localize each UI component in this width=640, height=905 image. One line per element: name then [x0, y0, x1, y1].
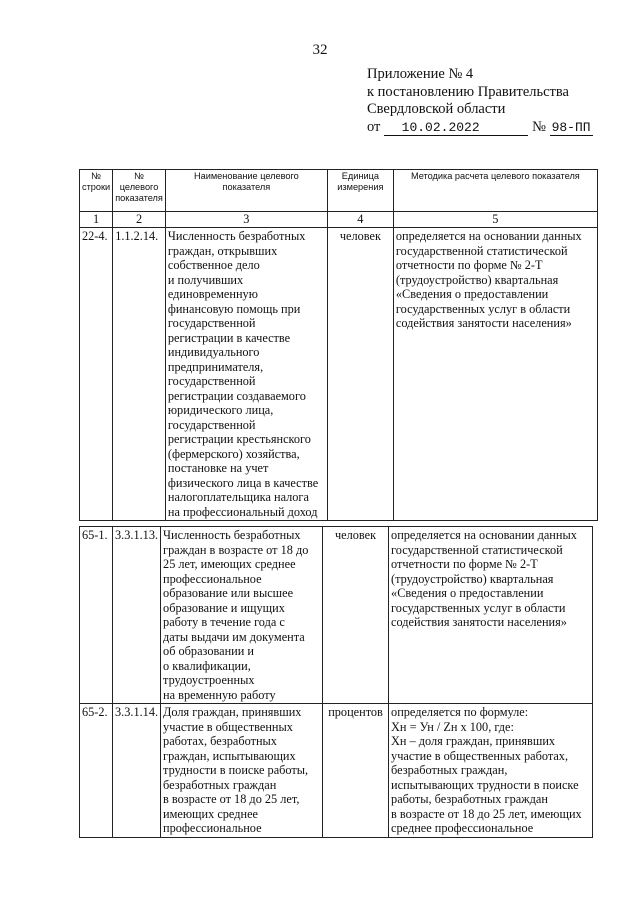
col-number: 3	[165, 212, 327, 228]
header-date-line	[367, 119, 593, 137]
page-number: 32	[312, 42, 328, 58]
col-header-name: Наименование целевого показателя	[165, 170, 327, 212]
indicator-unit: человек	[323, 527, 389, 704]
indicator-number: 3.3.1.14.	[113, 704, 161, 838]
col-number: 4	[327, 212, 393, 228]
indicators-table-top	[79, 169, 598, 521]
document-date: 10.02.2022	[384, 121, 528, 136]
table-row	[80, 228, 598, 521]
indicator-unit: человек	[327, 228, 393, 521]
table-row	[80, 704, 593, 838]
table-row	[80, 527, 593, 704]
document-header	[367, 66, 593, 136]
number-label: №	[532, 118, 546, 135]
col-header-unit: Единица измерения	[327, 170, 393, 212]
indicator-method: определяется на основании данных государственной статистической отчетности по форме № 2-Т (трудоустройство) квартальная «Сведения о предоставлении государственных услуг в области содействия занятости населения»	[389, 527, 593, 704]
col-number: 5	[393, 212, 597, 228]
indicator-number: 3.3.1.13.	[113, 527, 161, 704]
row-number: 65-1.	[80, 527, 113, 704]
table-header-row	[80, 170, 598, 212]
indicator-number: 1.1.2.14.	[113, 228, 166, 521]
column-numbers-row	[80, 212, 598, 228]
row-number: 22-4.	[80, 228, 113, 521]
indicator-unit: процентов	[323, 704, 389, 838]
indicators-table-bottom	[79, 526, 593, 838]
row-number: 65-2.	[80, 704, 113, 838]
indicator-name: Доля граждан, принявших участие в общественных работах, безработных граждан, испытывающих трудности в поиске работы, безработных граждан в возрасте от 18 до 25 лет, имеющих среднее профессиональное	[161, 704, 323, 838]
date-prefix: от	[367, 118, 381, 135]
indicator-name: Численность безработных граждан, открывших собственное дело и получивших единовременную финансовую помощь при государственной регистрации в качестве индивидуального предпринимателя, государственной регистрации создаваемого юридического лица, государственной регистрации крестьянского (фермерского) хозяйства, постановке на учет физического лица в качестве налогоплательщика налога на профессиональный доход	[165, 228, 327, 521]
document-number: 98-ПП	[551, 119, 591, 135]
header-region: Свердловской области	[367, 101, 506, 117]
header-appendix: Приложение № 4	[367, 66, 474, 82]
indicator-method: определяется по формуле: Хн = Ун / Zн х 100, где: Хн – доля граждан, принявших участие в общественных работах, безработных граждан, испытывающих трудности в поиске работы, безработных граждан в возрасте от 18 до 25 лет, имеющих среднее профессиональное	[389, 704, 593, 838]
col-header-indicator-no: № целевого показателя	[113, 170, 166, 212]
col-number: 1	[80, 212, 113, 228]
col-number: 2	[113, 212, 166, 228]
col-header-row-no: № строки	[80, 170, 113, 212]
col-header-method: Методика расчета целевого показателя	[393, 170, 597, 212]
header-resolution: к постановлению Правительства	[367, 83, 569, 100]
indicator-method: определяется на основании данных государственной статистической отчетности по форме № 2-Т (трудоустройство) квартальная «Сведения о предоставлении государственных услуг в области содействия занятости населения»	[393, 228, 597, 521]
indicator-name: Численность безработных граждан в возрасте от 18 до 25 лет, имеющих среднее профессиональное образование или высшее образование и ищущих работу в течение года с даты выдачи им документа об образовании и о квалификации, трудоустроенных на временную работу	[161, 527, 323, 704]
